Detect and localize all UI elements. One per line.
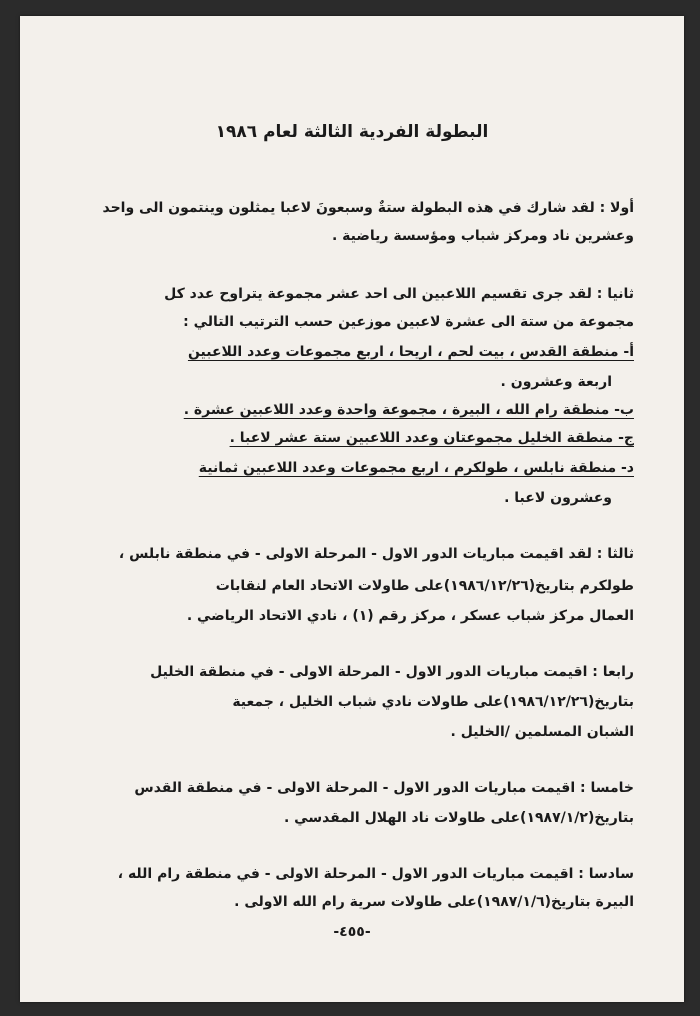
section-4-line-3: الشبان المسلمين /الخليل .: [450, 724, 634, 740]
region-d-line-1: د- منطقة نابلس ، طولكرم ، اربع مجموعات وعدد اللاعبين ثمانية: [198, 460, 634, 476]
section-5-line-1: خامسا : اقيمت مباريات الدور الاول - المرحلة الاولى - في منطقة القدس: [134, 780, 634, 796]
section-4-line-2: بتاريخ(١٩٨٦/١٢/٢٦)على طاولات نادي شباب الخليل ، جمعية: [232, 694, 634, 710]
region-d-line-2: وعشرون لاعبا .: [504, 490, 612, 506]
section-3-line-3: العمال مركز شباب عسكر ، مركز رقم (١) ، نادي الاتحاد الرياضي .: [186, 608, 634, 624]
section-6-line-2: البيرة بتاريخ(١٩٨٧/١/٦)على طاولات سرية رام الله الاولى .: [234, 894, 634, 910]
document-title: البطولة الفردية الثالثة لعام ١٩٨٦: [215, 122, 489, 142]
document-page: [20, 16, 684, 1002]
section-1-line-1: أولا : لقد شارك في هذه البطولة ستةٌ وسبعونَ لاعبا يمثلون وينتمون الى واحد: [102, 200, 634, 216]
region-b-line: ب- منطقة رام الله ، البيرة ، مجموعة واحدة وعدد اللاعبين عشرة .: [183, 402, 634, 418]
document-content: [20, 16, 684, 1002]
section-4-line-1: رابعا : اقيمت مباريات الدور الاول - المرحلة الاولى - في منطقة الخليل: [150, 664, 634, 680]
region-a-line-1: أ- منطقة القدس ، بيت لحم ، اريحا ، اربع مجموعات وعدد اللاعبين: [187, 344, 634, 360]
section-5-line-2: بتاريخ(١٩٨٧/١/٢)على طاولات ناد الهلال المقدسي .: [283, 810, 634, 826]
page-number: -٤٥٥-: [333, 924, 371, 940]
section-3-line-1: ثالثا : لقد اقيمت مباريات الدور الاول - المرحلة الاولى - في منطقة نابلس ،: [118, 546, 634, 562]
section-2-line-2: مجموعة من ستة الى عشرة لاعبين موزعين حسب الترتيب التالي :: [183, 314, 634, 330]
region-c-line: ج- منطقة الخليل مجموعتان وعدد اللاعبين ستة عشر لاعبا .: [229, 430, 634, 446]
region-a-line-2: اربعة وعشرون .: [500, 374, 612, 390]
section-6-line-1: سادسا : اقيمت مباريات الدور الاول - المرحلة الاولى - في منطقة رام الله ،: [117, 866, 634, 882]
section-3-line-2: طولكرم بتاريخ(١٩٨٦/١٢/٢٦)على طاولات الاتحاد العام لنقابات: [215, 578, 634, 594]
section-1-line-2: وعشرين ناد ومركز شباب ومؤسسة رياضية .: [331, 228, 634, 244]
section-2-line-1: ثانيا : لقد جرى تقسيم اللاعبين الى احد عشر مجموعة يتراوح عدد كل: [164, 286, 634, 302]
